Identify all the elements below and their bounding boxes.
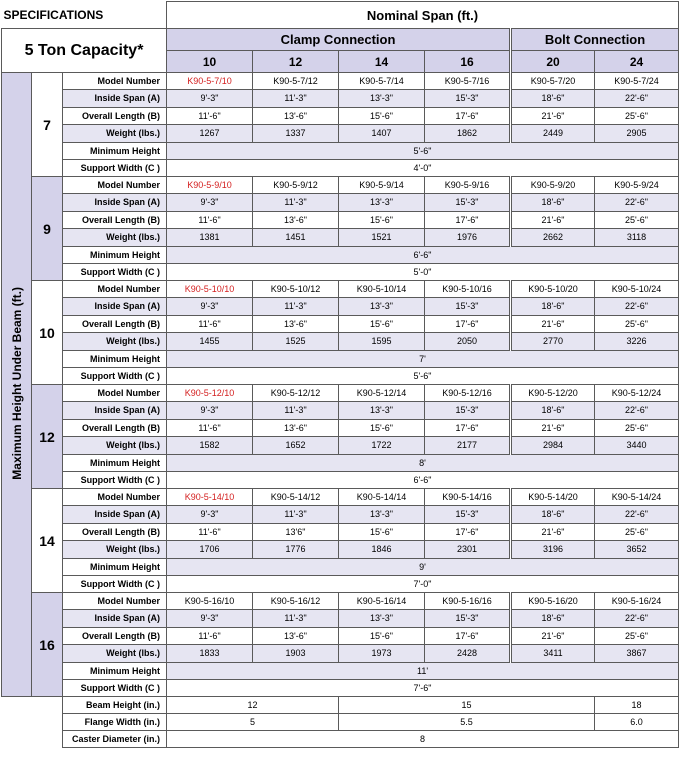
span-header: 12	[253, 51, 339, 73]
inside-span-cell: 13'-3"	[339, 402, 425, 420]
model-number-cell: K90-5-16/12	[253, 593, 339, 610]
spec-row	[2, 333, 679, 351]
weight-cell: 2428	[425, 645, 511, 663]
weight-label: Weight (lbs.)	[63, 541, 167, 559]
weight-cell: 1582	[167, 437, 253, 455]
model-number-cell: K90-5-16/20	[511, 593, 595, 610]
spec-row	[2, 368, 679, 385]
max-height-value: 12	[32, 385, 63, 489]
model-number-cell: K90-5-7/12	[253, 73, 339, 90]
overall-length-cell: 21'-6"	[511, 524, 595, 541]
flange-width-value: 6.0	[595, 714, 679, 731]
model-number-cell: K90-5-9/24	[595, 177, 679, 194]
inside-span-label: Inside Span (A)	[63, 610, 167, 628]
max-height-value: 16	[32, 593, 63, 697]
overall-length-cell: 13'-6"	[253, 108, 339, 125]
spec-row	[2, 194, 679, 212]
max-height-value: 9	[32, 177, 63, 281]
span-header: 10	[167, 51, 253, 73]
caster-diameter-value: 8	[167, 731, 679, 748]
weight-cell: 2770	[511, 333, 595, 351]
minimum-height-label: Minimum Height	[63, 455, 167, 472]
weight-cell: 1903	[253, 645, 339, 663]
model-number-cell: K90-5-9/14	[339, 177, 425, 194]
spec-row	[2, 489, 679, 506]
inside-span-label: Inside Span (A)	[63, 402, 167, 420]
minimum-height-label: Minimum Height	[63, 663, 167, 680]
model-number-cell: K90-5-10/20	[511, 281, 595, 298]
inside-span-cell: 13'-3"	[339, 610, 425, 628]
weight-cell: 1846	[339, 541, 425, 559]
inside-span-cell: 22'-6"	[595, 298, 679, 316]
model-number-cell: K90-5-16/10	[167, 593, 253, 610]
spec-row	[2, 420, 679, 437]
overall-length-cell: 15'-6"	[339, 316, 425, 333]
inside-span-cell: 18'-6"	[511, 194, 595, 212]
overall-length-cell: 17'-6"	[425, 316, 511, 333]
inside-span-cell: 11'-3"	[253, 610, 339, 628]
model-number-cell: K90-5-14/16	[425, 489, 511, 506]
span-header: 20	[511, 51, 595, 73]
overall-length-label: Overall Length (B)	[63, 524, 167, 541]
overall-length-cell: 17'-6"	[425, 628, 511, 645]
support-width-label: Support Width (C )	[63, 576, 167, 593]
specifications-title: SPECIFICATIONS	[2, 2, 167, 29]
overall-length-cell: 25'-6"	[595, 524, 679, 541]
weight-cell: 1267	[167, 125, 253, 143]
minimum-height-label: Minimum Height	[63, 351, 167, 368]
inside-span-cell: 15'-3"	[425, 90, 511, 108]
minimum-height-value: 7'	[167, 351, 679, 368]
specifications-table	[1, 1, 679, 748]
overall-length-cell: 15'-6"	[339, 212, 425, 229]
model-number-cell: K90-5-7/20	[511, 73, 595, 90]
weight-cell: 1722	[339, 437, 425, 455]
weight-cell: 1833	[167, 645, 253, 663]
inside-span-cell: 11'-3"	[253, 298, 339, 316]
spec-row	[2, 680, 679, 697]
model-number-cell: K90-5-14/20	[511, 489, 595, 506]
inside-span-cell: 13'-3"	[339, 194, 425, 212]
spec-row	[2, 455, 679, 472]
model-number-cell: K90-5-9/12	[253, 177, 339, 194]
spec-row	[2, 229, 679, 247]
model-number-cell: K90-5-14/24	[595, 489, 679, 506]
support-width-label: Support Width (C )	[63, 368, 167, 385]
inside-span-cell: 18'-6"	[511, 298, 595, 316]
weight-cell: 2050	[425, 333, 511, 351]
weight-cell: 3652	[595, 541, 679, 559]
overall-length-label: Overall Length (B)	[63, 420, 167, 437]
side-label: Maximum Height Under Beam (ft.)	[9, 287, 24, 480]
max-height-value: 14	[32, 489, 63, 593]
model-number-cell: K90-5-12/10	[167, 385, 253, 402]
model-number-cell: K90-5-12/24	[595, 385, 679, 402]
overall-length-cell: 11'-6"	[167, 420, 253, 437]
inside-span-label: Inside Span (A)	[63, 194, 167, 212]
inside-span-cell: 15'-3"	[425, 506, 511, 524]
spec-row	[2, 524, 679, 541]
weight-cell: 1973	[339, 645, 425, 663]
inside-span-cell: 15'-3"	[425, 298, 511, 316]
spec-row	[2, 593, 679, 610]
spec-row	[2, 316, 679, 333]
spec-row	[2, 472, 679, 489]
overall-length-label: Overall Length (B)	[63, 316, 167, 333]
spec-row	[2, 437, 679, 455]
overall-length-cell: 11'-6"	[167, 212, 253, 229]
max-height-value: 7	[32, 73, 63, 177]
weight-label: Weight (lbs.)	[63, 229, 167, 247]
overall-length-cell: 21'-6"	[511, 420, 595, 437]
weight-cell: 1451	[253, 229, 339, 247]
overall-length-cell: 15'-6"	[339, 524, 425, 541]
spec-row	[2, 212, 679, 229]
overall-length-cell: 25'-6"	[595, 212, 679, 229]
support-width-value: 4'-0"	[167, 160, 679, 177]
spec-row	[2, 402, 679, 420]
weight-cell: 2449	[511, 125, 595, 143]
inside-span-cell: 18'-6"	[511, 402, 595, 420]
model-number-cell: K90-5-7/10	[167, 73, 253, 90]
inside-span-cell: 9'-3"	[167, 402, 253, 420]
model-number-cell: K90-5-16/16	[425, 593, 511, 610]
side-label-cell	[2, 73, 32, 697]
nominal-span-header: Nominal Span (ft.)	[167, 2, 679, 29]
model-number-label: Model Number	[63, 489, 167, 506]
spec-row	[2, 610, 679, 628]
model-number-label: Model Number	[63, 281, 167, 298]
inside-span-cell: 18'-6"	[511, 610, 595, 628]
spec-row	[2, 663, 679, 680]
spec-row	[2, 264, 679, 281]
model-number-cell: K90-5-14/10	[167, 489, 253, 506]
model-number-cell: K90-5-14/14	[339, 489, 425, 506]
inside-span-cell: 22'-6"	[595, 194, 679, 212]
spec-row	[2, 351, 679, 368]
overall-length-cell: 13'-6"	[253, 316, 339, 333]
footer-spacer	[2, 731, 63, 748]
model-number-cell: K90-5-10/12	[253, 281, 339, 298]
model-number-cell: K90-5-9/20	[511, 177, 595, 194]
spec-row	[2, 160, 679, 177]
overall-length-label: Overall Length (B)	[63, 628, 167, 645]
support-width-value: 7'-6"	[167, 680, 679, 697]
overall-length-label: Overall Length (B)	[63, 108, 167, 125]
footer-spacer	[2, 697, 63, 714]
inside-span-cell: 13'-3"	[339, 298, 425, 316]
support-width-value: 7'-0"	[167, 576, 679, 593]
model-number-cell: K90-5-12/20	[511, 385, 595, 402]
weight-cell: 2984	[511, 437, 595, 455]
inside-span-cell: 15'-3"	[425, 194, 511, 212]
overall-length-cell: 25'-6"	[595, 316, 679, 333]
inside-span-cell: 9'-3"	[167, 610, 253, 628]
overall-length-cell: 21'-6"	[511, 212, 595, 229]
spec-row	[2, 628, 679, 645]
inside-span-label: Inside Span (A)	[63, 506, 167, 524]
weight-label: Weight (lbs.)	[63, 333, 167, 351]
model-number-cell: K90-5-12/12	[253, 385, 339, 402]
minimum-height-value: 9'	[167, 559, 679, 576]
weight-cell: 1521	[339, 229, 425, 247]
weight-cell: 1337	[253, 125, 339, 143]
weight-cell: 2177	[425, 437, 511, 455]
model-number-label: Model Number	[63, 177, 167, 194]
weight-cell: 1595	[339, 333, 425, 351]
overall-length-cell: 25'-6"	[595, 628, 679, 645]
inside-span-cell: 9'-3"	[167, 194, 253, 212]
spec-row	[2, 298, 679, 316]
overall-length-cell: 13'-6"	[253, 628, 339, 645]
span-header: 24	[595, 51, 679, 73]
inside-span-cell: 22'-6"	[595, 610, 679, 628]
overall-length-cell: 11'-6"	[167, 316, 253, 333]
beam-height-value: 15	[339, 697, 595, 714]
model-number-cell: K90-5-9/16	[425, 177, 511, 194]
model-number-cell: K90-5-16/24	[595, 593, 679, 610]
caster-diameter-label: Caster Diameter (in.)	[63, 731, 167, 748]
minimum-height-label: Minimum Height	[63, 559, 167, 576]
weight-cell: 3440	[595, 437, 679, 455]
overall-length-cell: 13'6"	[253, 524, 339, 541]
inside-span-label: Inside Span (A)	[63, 90, 167, 108]
overall-length-label: Overall Length (B)	[63, 212, 167, 229]
weight-cell: 3226	[595, 333, 679, 351]
model-number-cell: K90-5-14/12	[253, 489, 339, 506]
inside-span-cell: 22'-6"	[595, 402, 679, 420]
inside-span-cell: 15'-3"	[425, 610, 511, 628]
model-number-label: Model Number	[63, 593, 167, 610]
inside-span-cell: 18'-6"	[511, 90, 595, 108]
minimum-height-value: 11'	[167, 663, 679, 680]
model-number-cell: K90-5-7/14	[339, 73, 425, 90]
model-number-cell: K90-5-12/16	[425, 385, 511, 402]
model-number-cell: K90-5-10/24	[595, 281, 679, 298]
weight-label: Weight (lbs.)	[63, 125, 167, 143]
overall-length-cell: 21'-6"	[511, 316, 595, 333]
spec-row	[2, 143, 679, 160]
inside-span-cell: 9'-3"	[167, 298, 253, 316]
weight-cell: 1706	[167, 541, 253, 559]
inside-span-cell: 11'-3"	[253, 90, 339, 108]
inside-span-cell: 22'-6"	[595, 90, 679, 108]
inside-span-cell: 13'-3"	[339, 506, 425, 524]
capacity-header: 5 Ton Capacity*	[2, 29, 167, 73]
model-number-cell: K90-5-10/14	[339, 281, 425, 298]
model-number-cell: K90-5-16/14	[339, 593, 425, 610]
inside-span-cell: 9'-3"	[167, 90, 253, 108]
flange-width-label: Flange Width (in.)	[63, 714, 167, 731]
model-number-cell: K90-5-7/16	[425, 73, 511, 90]
weight-cell: 3196	[511, 541, 595, 559]
spec-row	[2, 177, 679, 194]
spec-row	[2, 281, 679, 298]
weight-cell: 2905	[595, 125, 679, 143]
weight-cell: 1862	[425, 125, 511, 143]
spec-row	[2, 541, 679, 559]
spec-body	[2, 73, 679, 697]
weight-label: Weight (lbs.)	[63, 437, 167, 455]
minimum-height-value: 6'-6"	[167, 247, 679, 264]
spec-row	[2, 576, 679, 593]
support-width-label: Support Width (C )	[63, 472, 167, 489]
inside-span-cell: 9'-3"	[167, 506, 253, 524]
support-width-value: 5'-6"	[167, 368, 679, 385]
support-width-label: Support Width (C )	[63, 264, 167, 281]
weight-cell: 3411	[511, 645, 595, 663]
overall-length-cell: 25'-6"	[595, 420, 679, 437]
inside-span-cell: 18'-6"	[511, 506, 595, 524]
inside-span-cell: 11'-3"	[253, 506, 339, 524]
spec-row	[2, 73, 679, 90]
spec-row	[2, 645, 679, 663]
overall-length-cell: 17'-6"	[425, 108, 511, 125]
footer-spacer	[2, 714, 63, 731]
overall-length-cell: 21'-6"	[511, 108, 595, 125]
weight-cell: 1976	[425, 229, 511, 247]
model-number-cell: K90-5-10/10	[167, 281, 253, 298]
spec-row	[2, 559, 679, 576]
overall-length-cell: 17'-6"	[425, 420, 511, 437]
spec-row	[2, 385, 679, 402]
weight-cell: 1381	[167, 229, 253, 247]
support-width-label: Support Width (C )	[63, 680, 167, 697]
spec-row	[2, 108, 679, 125]
weight-label: Weight (lbs.)	[63, 645, 167, 663]
model-number-cell: K90-5-12/14	[339, 385, 425, 402]
weight-cell: 1652	[253, 437, 339, 455]
overall-length-cell: 11'-6"	[167, 628, 253, 645]
inside-span-cell: 22'-6"	[595, 506, 679, 524]
weight-cell: 1525	[253, 333, 339, 351]
model-number-cell: K90-5-9/10	[167, 177, 253, 194]
max-height-value: 10	[32, 281, 63, 385]
overall-length-cell: 21'-6"	[511, 628, 595, 645]
span-header: 16	[425, 51, 511, 73]
model-number-label: Model Number	[63, 385, 167, 402]
spec-row	[2, 506, 679, 524]
minimum-height-label: Minimum Height	[63, 143, 167, 160]
flange-width-value: 5.5	[339, 714, 595, 731]
bolt-connection-header: Bolt Connection	[511, 29, 679, 51]
support-width-label: Support Width (C )	[63, 160, 167, 177]
overall-length-cell: 15'-6"	[339, 628, 425, 645]
span-header: 14	[339, 51, 425, 73]
inside-span-cell: 11'-3"	[253, 402, 339, 420]
weight-cell: 1407	[339, 125, 425, 143]
spec-row	[2, 125, 679, 143]
overall-length-cell: 17'-6"	[425, 212, 511, 229]
model-number-cell: K90-5-7/24	[595, 73, 679, 90]
weight-cell: 1776	[253, 541, 339, 559]
weight-cell: 1455	[167, 333, 253, 351]
weight-cell: 3867	[595, 645, 679, 663]
overall-length-cell: 11'-6"	[167, 108, 253, 125]
overall-length-cell: 17'-6"	[425, 524, 511, 541]
minimum-height-value: 8'	[167, 455, 679, 472]
overall-length-cell: 11'-6"	[167, 524, 253, 541]
overall-length-cell: 13'-6"	[253, 420, 339, 437]
inside-span-cell: 11'-3"	[253, 194, 339, 212]
model-number-label: Model Number	[63, 73, 167, 90]
inside-span-cell: 15'-3"	[425, 402, 511, 420]
minimum-height-value: 5'-6"	[167, 143, 679, 160]
spec-row	[2, 90, 679, 108]
beam-height-value: 18	[595, 697, 679, 714]
weight-cell: 2662	[511, 229, 595, 247]
overall-length-cell: 25'-6"	[595, 108, 679, 125]
minimum-height-label: Minimum Height	[63, 247, 167, 264]
support-width-value: 5'-0"	[167, 264, 679, 281]
beam-height-value: 12	[167, 697, 339, 714]
clamp-connection-header: Clamp Connection	[167, 29, 511, 51]
model-number-cell: K90-5-10/16	[425, 281, 511, 298]
flange-width-value: 5	[167, 714, 339, 731]
spec-row	[2, 247, 679, 264]
overall-length-cell: 15'-6"	[339, 108, 425, 125]
inside-span-cell: 13'-3"	[339, 90, 425, 108]
weight-cell: 2301	[425, 541, 511, 559]
overall-length-cell: 13'-6"	[253, 212, 339, 229]
weight-cell: 3118	[595, 229, 679, 247]
support-width-value: 6'-6"	[167, 472, 679, 489]
overall-length-cell: 15'-6"	[339, 420, 425, 437]
inside-span-label: Inside Span (A)	[63, 298, 167, 316]
beam-height-label: Beam Height (in.)	[63, 697, 167, 714]
